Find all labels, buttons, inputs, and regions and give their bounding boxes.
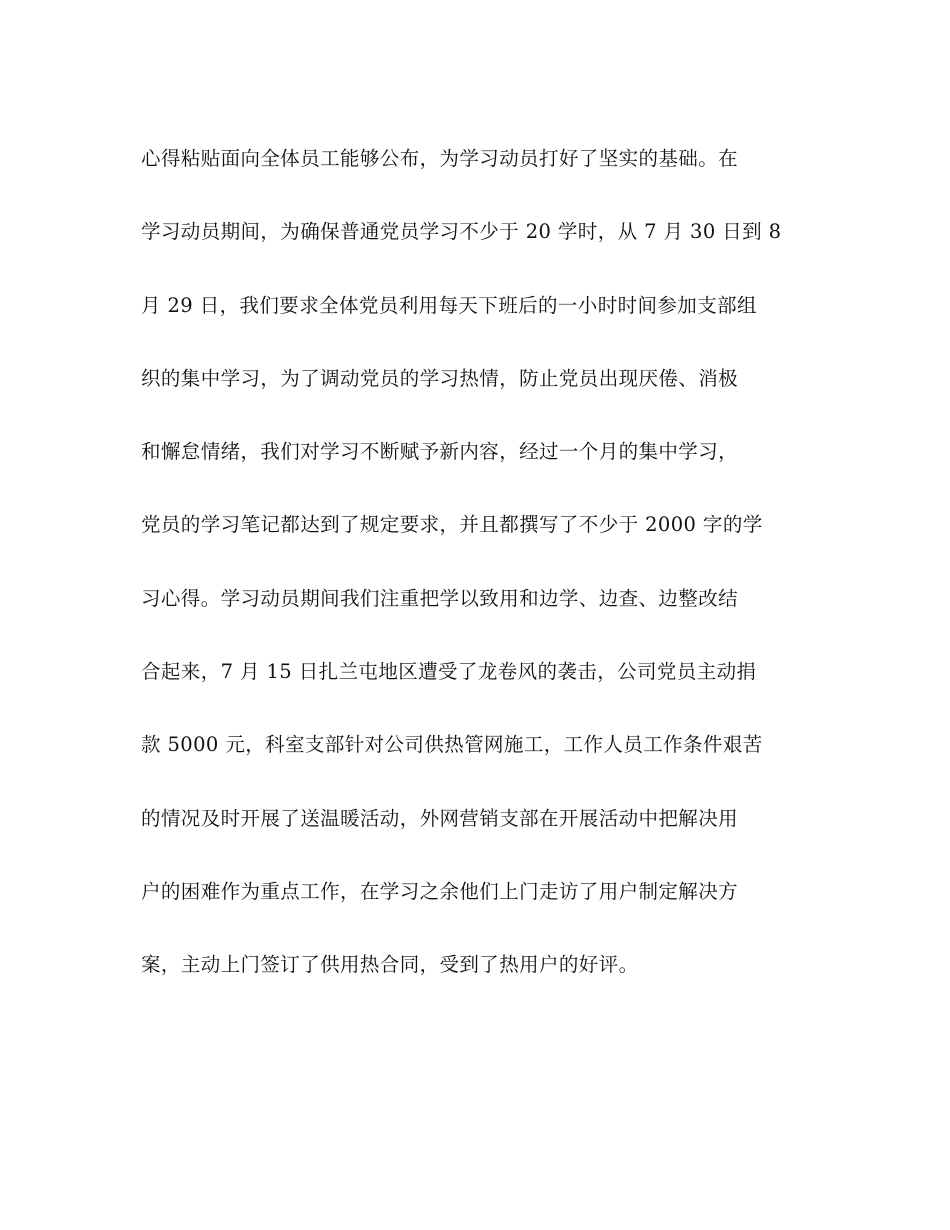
text-line: 和懈怠情绪，我们对学习不断赋予新内容，经过一个月的集中学习，	[141, 440, 739, 464]
text-line: 织的集中学习，为了调动党员的学习热情，防止党员出现厌倦、消极	[141, 366, 739, 390]
text-line: 款 5000 元，科室支部针对公司供热管网施工，工作人员工作条件艰苦	[141, 733, 763, 757]
text-line: 户的困难作为重点工作，在学习之余他们上门走访了用户制定解决方	[141, 879, 739, 903]
text-line: 学习动员期间，为确保普通党员学习不少于 20 学时，从 7 月 30 日到 8	[141, 220, 782, 244]
text-line: 合起来，7 月 15 日扎兰屯地区遭受了龙卷风的袭击，公司党员主动捐	[141, 660, 757, 684]
text-line: 习心得。学习动员期间我们注重把学以致用和边学、边查、边整改结	[141, 586, 739, 610]
text-line: 月 29 日，我们要求全体党员利用每天下班后的一小时时间参加支部组	[141, 293, 757, 317]
text-line: 的情况及时开展了送温暖活动，外网营销支部在开展活动中把解决用	[141, 806, 739, 830]
text-line: 案，主动上门签订了供用热合同，受到了热用户的好评。	[141, 953, 639, 977]
body-paragraph	[141, 138, 821, 1018]
text-line: 党员的学习笔记都达到了规定要求，并且都撰写了不少于 2000 字的学	[141, 513, 763, 537]
text-line: 心得粘贴面向全体员工能够公布，为学习动员打好了坚实的基础。在	[141, 147, 739, 170]
